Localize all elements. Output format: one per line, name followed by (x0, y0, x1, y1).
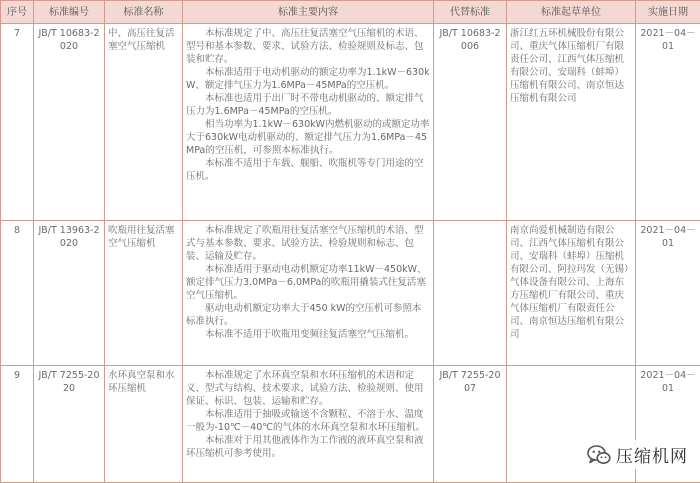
row-code: JB/T 7255-2020 (34, 366, 105, 483)
header-replaces: 代替标准 (434, 1, 507, 24)
header-content: 标准主要内容 (183, 1, 434, 24)
row-content (183, 221, 434, 366)
content-paragraph: 本标准适用于驱动电动机额定功率11kW－450kW、额定排气压力3.0MPa－6.0MPa的吹瓶用撬装式往复活塞空气压缩机。 (186, 263, 430, 302)
content-paragraph: 本标准规定了水环真空泵和水环压缩机的术语和定义、型式与结构、技术要求、试验方法、检验规则、使用保证、标识、包装、运输和贮存。 (186, 369, 430, 408)
row-date: 2021－04－01 (636, 24, 700, 221)
row-drafters: 浙江红五环机械股份有限公司、重庆气体压缩机厂有限责任公司、江西气体压缩机有限公司、安瑞科（蚌埠）压缩机有限公司、南京恒达压缩机有限公司 (507, 24, 636, 221)
row-name: 中、高压往复活塞空气压缩机 (105, 24, 183, 221)
header-row (1, 1, 700, 24)
row-code: JB/T 10683-2020 (34, 24, 105, 221)
row-date: 2021－04－01 (636, 221, 700, 366)
row-replaces: JB/T 10683-2006 (434, 24, 507, 221)
content-paragraph: 本标准不适用于车载、舰船、吹瓶机等专门用途的空压机。 (186, 157, 430, 183)
row-seq: 9 (1, 366, 34, 483)
wechat-logo-icon (587, 444, 611, 466)
watermark (581, 440, 694, 469)
content-paragraph: 本标准规定了吹瓶用往复活塞空气压缩机的术语、型式与基本参数、要求、试验方法、检验规则和标志、包装、运输及贮存。 (186, 224, 430, 263)
content-paragraph: 本标准也适用于出厂时不带电动机驱动的、额定排气压力为1.6MPa－45MPa的空压机。 (186, 92, 430, 118)
content-paragraph: 本标准对于用其他液体作为工作液的液环真空泵和液环压缩机可参考使用。 (186, 434, 430, 460)
header-name: 标准名称 (105, 1, 183, 24)
header-drafters: 标准起草单位 (507, 1, 636, 24)
row-date: 2021－04－01 (636, 366, 700, 483)
content-paragraph: 驱动电动机额定功率大于450 kW的空压机可参照本标准执行。 (186, 302, 430, 328)
watermark-text: 压缩机网 (616, 442, 688, 467)
row-replaces: JB/T 7255-2007 (434, 366, 507, 483)
header-seq: 序号 (1, 1, 34, 24)
row-name: 吹瓶用往复活塞空气压缩机 (105, 221, 183, 366)
row-content (183, 24, 434, 221)
row-name: 水环真空泵和水环压缩机 (105, 366, 183, 483)
row-seq: 8 (1, 221, 34, 366)
content-paragraph: 本标准适用于电动机驱动的额定功率为1.1kW－630kW、额定排气压力为1.6MPa－45MPa的空压机。 (186, 66, 430, 92)
header-date: 实施日期 (636, 1, 700, 24)
content-paragraph: 本标准不适用于吹瓶用变频往复活塞空气压缩机。 (186, 328, 430, 341)
table-row (1, 24, 700, 221)
row-seq: 7 (1, 24, 34, 221)
row-replaces (434, 221, 507, 366)
row-code: JB/T 13963-2020 (34, 221, 105, 366)
content-paragraph: 相当功率为1.1kW－630kW内燃机驱动的或额定功率大于630kW电动机驱动的、额定排气压力为1.6MPa－45MPa的空压机，可参照本标准执行。 (186, 118, 430, 157)
content-paragraph: 本标准适用于抽吸或输送不含颗粒、不溶于水、温度一般为-10℃－40℃的气体的水环真空泵和水环压缩机。 (186, 408, 430, 434)
row-content (183, 366, 434, 483)
row-drafters: 南京尚爱机械制造有限公司、江西气体压缩机有限公司、安瑞科（蚌埠）压缩机有限公司、阿拉玛发（无锡）气体设备有限公司、上海东方压缩机厂有限公司、重庆气体压缩机厂有限责任公司、南京恒达压缩机有限公司 (507, 221, 636, 366)
header-code: 标准编号 (34, 1, 105, 24)
content-paragraph: 本标准规定了中、高压往复活塞空气压缩机的术语、型号和基本参数、要求、试验方法、检验规则及标志、包装和贮存。 (186, 27, 430, 66)
table-row (1, 221, 700, 366)
